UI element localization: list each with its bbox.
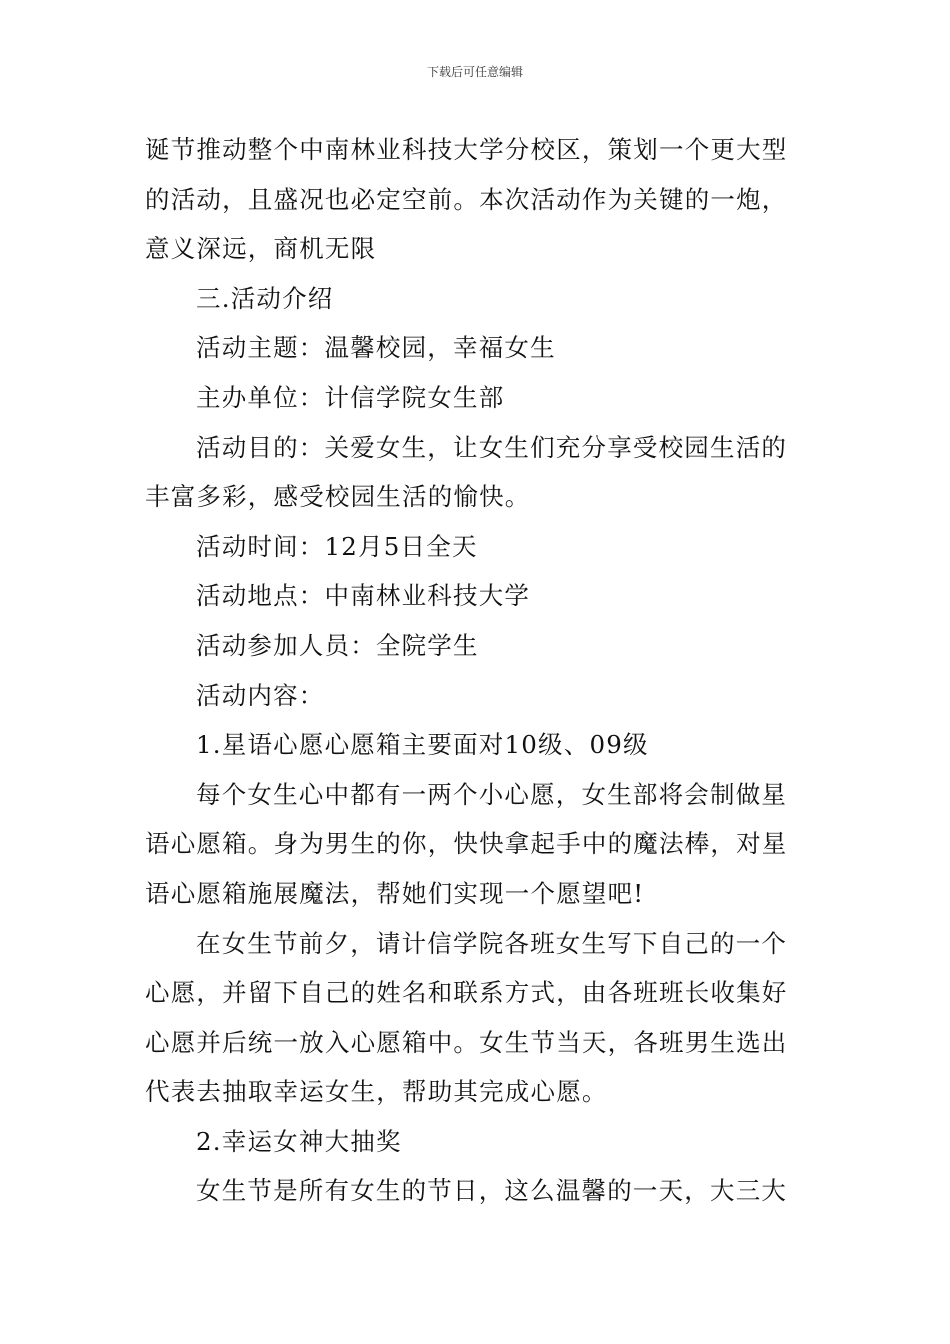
subheading-wish-box: 1.星语心愿心愿箱主要面对10级、09级 [196,730,649,760]
paragraph-organizer: 主办单位：计信学院女生部 [196,382,505,412]
section-heading-activity-intro: 三.活动介绍 [196,283,334,313]
page-header: 下载后可任意编辑 [426,65,523,79]
paragraph-participants: 活动参加人员：全院学生 [196,630,479,660]
paragraph-wish-box-procedure: 在女生节前夕，请计信学院各班女生写下自己的一个心愿，并留下自己的姓名和联系方式，由各班班长收集好心愿并后统一放入心愿箱中。女生节当天，各班男生选出代表去抽取幸运女生，帮助其完成心愿。 [145,928,788,1107]
subheading-lucky-draw: 2.幸运女神大抽奖 [196,1126,402,1156]
paragraph-activity-time: 活动时间：12月5日全天 [196,531,478,561]
paragraph-intro-continuation: 诞节推动整个中南林业科技大学分校区，策划一个更大型的活动，且盛况也必定空前。本次活动作为关键的一炮，意义深远，商机无限 [145,135,788,264]
paragraph-lucky-draw-description: 女生节是所有女生的节日，这么温馨的一天，大三大 [196,1176,788,1206]
paragraph-activity-location: 活动地点：中南林业科技大学 [196,581,531,611]
document-body [145,125,807,1216]
paragraph-activity-content-label: 活动内容： [196,680,325,710]
paragraph-wish-box-description: 每个女生心中都有一两个小心愿，女生部将会制做星语心愿箱。身为男生的你，快快拿起手中的魔法棒，对星语心愿箱施展魔法，帮她们实现一个愿望吧! [145,779,788,908]
paragraph-activity-theme: 活动主题：温馨校园，幸福女生 [196,333,556,363]
paragraph-activity-purpose: 活动目的：关爱女生，让女生们充分享受校园生活的丰富多彩，感受校园生活的愉快。 [145,432,788,512]
